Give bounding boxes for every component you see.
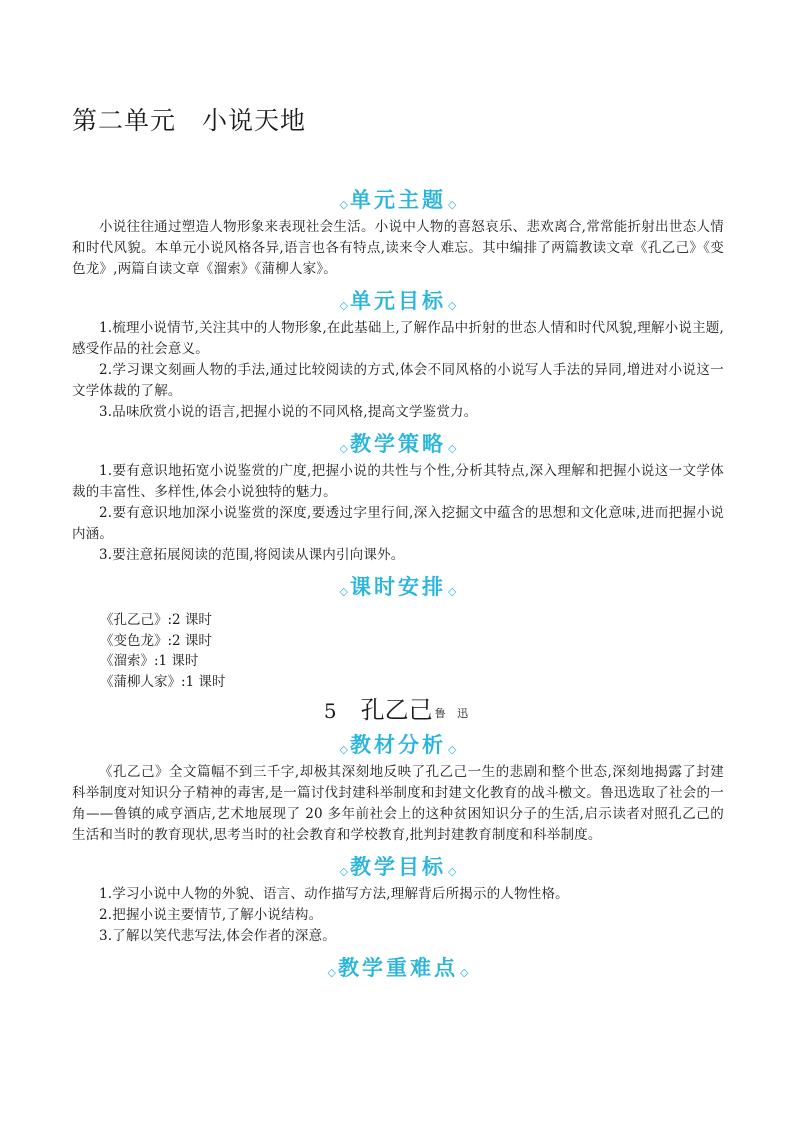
unit-label: 第二单元 <box>72 106 177 135</box>
unit-name: 小说天地 <box>202 106 307 135</box>
section-heading-key-points-label: 教学重难点 <box>338 955 458 980</box>
diamond-right-icon: ◇ <box>448 299 457 312</box>
lesson-number: 5 <box>323 699 337 723</box>
analysis-paragraph: 《孔乙己》全文篇幅不到三千字,却极其深刻地反映了孔乙己一生的悲剧和整个世态,深刻地揭露了封建科举制度对知识分子精神的毒害,是一篇讨伐封建科举制度和封建文化教育的战斗檄文。鲁迅选取了社会的一角——鲁镇的咸亨酒店,艺术地展现了 20 多年前社会上的这种贫困知识分子的生活,启示读者对照孔乙己的生活和当时的教育现状,思考当时的社会教育和学校教育,批判封建教育制度和科举制度。 <box>72 764 724 843</box>
diamond-right-icon: ◇ <box>448 865 457 878</box>
diamond-right-icon: ◇ <box>448 198 457 211</box>
unit-title <box>72 101 306 137</box>
objective-item-3: 3.了解以笑代悲写法,体会作者的深意。 <box>99 928 336 944</box>
goal-item-2: 2.学习课文刻画人物的手法,通过比较阅读的方式,体会不同风格的小说写人手法的异同,增进对小说这一文学体裁的了解。 <box>72 362 724 399</box>
section-heading-key-points <box>72 951 724 985</box>
strategy-item-2: 2.要有意识地加深小说鉴赏的深度,要透过字里行间,深入挖掘文中蕴含的思想和文化意味,进而把握小说内涵。 <box>72 505 724 542</box>
schedule-item: 《变色龙》:2 课时 <box>100 632 212 649</box>
schedule-item: 《蒲柳人家》:1 课时 <box>100 673 226 690</box>
diamond-right-icon: ◇ <box>448 585 457 598</box>
diamond-left-icon: ◇ <box>339 442 348 455</box>
diamond-left-icon: ◇ <box>339 585 348 598</box>
lesson-name: 孔乙己 <box>360 696 433 724</box>
goal-item-1: 1.梳理小说情节,关注其中的人物形象,在此基础上,了解作品中折射的世态人情和时代风貌,理解小说主题,感受作品的社会意义。 <box>72 320 724 357</box>
lesson-author: 鲁 迅 <box>434 707 473 720</box>
section-heading-strategy <box>72 427 724 461</box>
diamond-left-icon: ◇ <box>339 743 348 756</box>
section-heading-schedule-label: 课时安排 <box>350 574 446 599</box>
lesson-title <box>72 692 724 728</box>
schedule-item: 《溜索》:1 课时 <box>100 653 199 669</box>
section-heading-analysis-label: 教材分析 <box>350 732 446 757</box>
section-heading-theme-label: 单元主题 <box>350 187 446 212</box>
goal-item-3: 3.品味欣赏小说的语言,把握小说的不同风格,提高文学鉴赏力。 <box>99 404 478 420</box>
diamond-right-icon: ◇ <box>448 442 457 455</box>
objective-item-2: 2.把握小说主要情节,了解小说结构。 <box>99 907 323 923</box>
schedule-item: 《孔乙己》:2 课时 <box>100 612 212 628</box>
strategy-item-1: 1.要有意识地拓宽小说鉴赏的广度,把握小说的共性与个性,分析其特点,深入理解和把握小说这一文学体裁的丰富性、多样性,体会小说独特的魅力。 <box>72 463 724 500</box>
diamond-left-icon: ◇ <box>339 198 348 211</box>
section-heading-objectives-label: 教学目标 <box>350 854 446 879</box>
section-heading-schedule <box>72 570 724 604</box>
theme-paragraph: 小说往往通过塑造人物形象来表现社会生活。小说中人物的喜怒哀乐、悲欢离合,常常能折射出世态人情和时代风貌。本单元小说风格各异,语言也各有特点,读来令人难忘。其中编排了两篇教读文章《孔乙己》《变色龙》,两篇自读文章《溜索》《蒲柳人家》。 <box>72 219 724 277</box>
diamond-right-icon: ◇ <box>448 743 457 756</box>
section-heading-objectives <box>72 850 724 884</box>
diamond-right-icon: ◇ <box>460 966 469 979</box>
section-heading-theme <box>72 183 724 217</box>
strategy-item-3: 3.要注意拓展阅读的范围,将阅读从课内引向课外。 <box>99 547 405 563</box>
section-heading-strategy-label: 教学策略 <box>350 431 446 456</box>
diamond-left-icon: ◇ <box>339 299 348 312</box>
diamond-left-icon: ◇ <box>339 865 348 878</box>
content-body <box>72 183 724 985</box>
diamond-left-icon: ◇ <box>327 966 336 979</box>
section-heading-goals-label: 单元目标 <box>350 288 446 313</box>
section-heading-analysis <box>72 728 724 762</box>
objective-item-1: 1.学习小说中人物的外貌、语言、动作描写方法,理解背后所揭示的人物性格。 <box>99 886 569 902</box>
section-heading-goals <box>72 284 724 318</box>
